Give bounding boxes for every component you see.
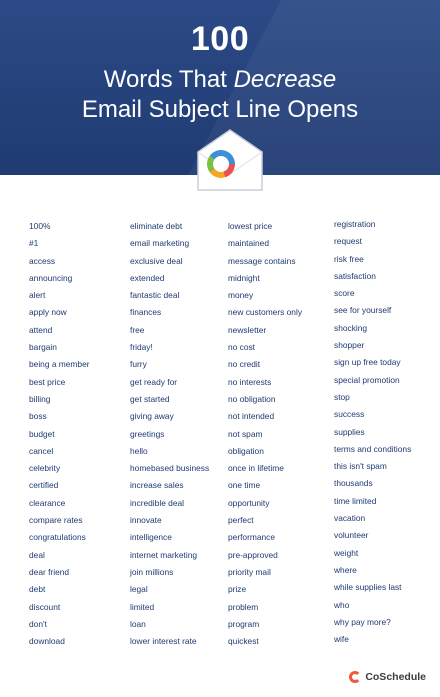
word-item: get ready for [130,376,178,387]
word-item: attend [29,324,53,335]
word-item: no credit [228,359,261,370]
word-item: compare rates [29,515,83,526]
word-item: eliminate debt [130,221,183,231]
word-item: while supplies last [334,582,402,593]
word-item: alert [29,290,46,301]
word-item: lowest price [228,221,273,231]
word-item: not spam [228,428,263,439]
word-item: program [228,618,260,629]
word-item: opportunity [228,497,270,508]
word-item: quickest [228,636,259,647]
word-item: celebrity [29,463,61,474]
word-item: #1 [29,238,39,249]
word-item: being a member [29,359,90,370]
word-item: clearance [29,497,66,508]
word-item: internet marketing [130,549,198,560]
brand-logo [349,671,426,683]
word-item: shopper [334,340,365,351]
word-item: increase sales [130,480,184,491]
word-column-3 [228,218,302,650]
brand-name: CoSchedule [365,671,426,683]
word-item: boss [29,411,47,422]
word-item: deal [29,549,45,560]
word-item: fantastic deal [130,290,180,301]
word-item: hello [130,445,148,456]
word-item: download [29,636,65,647]
word-item: get started [130,393,170,404]
word-item: terms and conditions [334,443,412,454]
word-item: prize [228,584,247,595]
word-item: performance [228,532,276,543]
word-item: certified [29,480,59,491]
word-item: midnight [228,272,260,283]
word-item: furry [130,359,147,370]
word-column-2 [130,218,209,650]
word-item: join millions [130,566,174,577]
word-item: supplies [334,426,365,437]
word-item: volunteer [334,530,369,541]
word-item: satisfaction [334,270,376,281]
word-item: debt [29,584,46,595]
word-item: why pay more? [334,616,391,627]
word-item: where [334,564,357,575]
word-item: once in lifetime [228,463,284,474]
word-item: limited [130,601,155,612]
word-item: innovate [130,515,162,526]
word-item: see for yourself [334,305,392,316]
word-item: homebased business [130,463,210,474]
title-line-1 [0,66,440,94]
word-column-4 [334,216,411,648]
word-item: giving away [130,411,174,422]
word-item: perfect [228,515,254,526]
title-line-2: Email Subject Line Opens [81,96,359,123]
word-item: free [130,324,145,335]
word-item: finances [130,307,162,318]
title-count: 100 [190,20,250,58]
title-emphasis: Decrease [233,66,337,93]
word-item: no interests [228,376,272,387]
word-item: don't [29,618,47,629]
word-item: one time [228,480,261,491]
word-item: no cost [228,342,256,353]
word-item: money [228,290,254,301]
word-item: incredible deal [130,497,185,508]
word-item: registration [334,219,376,229]
word-item: pre-approved [228,549,278,560]
word-item: problem [228,601,259,612]
word-item: announcing [29,272,73,283]
word-item: lower interest rate [130,636,197,647]
word-item: newsletter [228,324,267,335]
word-item: congratulations [29,532,86,543]
word-item: dear friend [29,566,70,577]
word-item: vacation [334,513,366,524]
word-item: cancel [29,445,54,456]
word-item: message contains [228,255,296,266]
word-item: score [334,288,355,299]
word-item: billing [29,393,51,404]
word-item: time limited [334,495,377,506]
word-column-1 [29,218,90,650]
word-item: this isn't spam [334,461,387,472]
word-item: sign up free today [334,357,401,368]
word-item: priority mail [228,566,271,577]
word-item: email marketing [130,238,190,249]
word-item: stop [334,391,350,402]
word-item: friday! [130,342,153,353]
word-item: 100% [29,221,51,231]
word-item: exclusive deal [130,255,183,266]
word-item: no obligation [228,393,276,404]
donut-chart-icon [207,150,235,178]
word-item: discount [29,601,61,612]
word-item: budget [29,428,55,439]
word-item: success [334,409,365,420]
word-item: wife [334,634,349,645]
word-item: greetings [130,428,165,439]
word-item: request [334,236,362,247]
word-item: access [29,255,56,266]
word-item: intelligence [130,532,172,543]
word-item: legal [130,584,148,595]
word-item: thousands [334,478,373,489]
word-item: who [334,599,350,610]
word-item: weight [334,547,359,558]
word-item: special promotion [334,374,400,385]
word-item: apply now [29,307,67,318]
coschedule-icon [349,671,361,683]
word-item: not intended [228,411,275,422]
word-item: extended [130,272,165,283]
word-item: new customers only [228,307,303,318]
word-item: shocking [334,322,368,333]
word-item: obligation [228,445,264,456]
title-line-1-text: Words That [103,66,234,93]
word-item: loan [130,618,146,629]
word-item: risk free [334,253,364,264]
word-item: best price [29,376,66,387]
word-item: bargain [29,342,57,353]
word-item: maintained [228,238,269,249]
